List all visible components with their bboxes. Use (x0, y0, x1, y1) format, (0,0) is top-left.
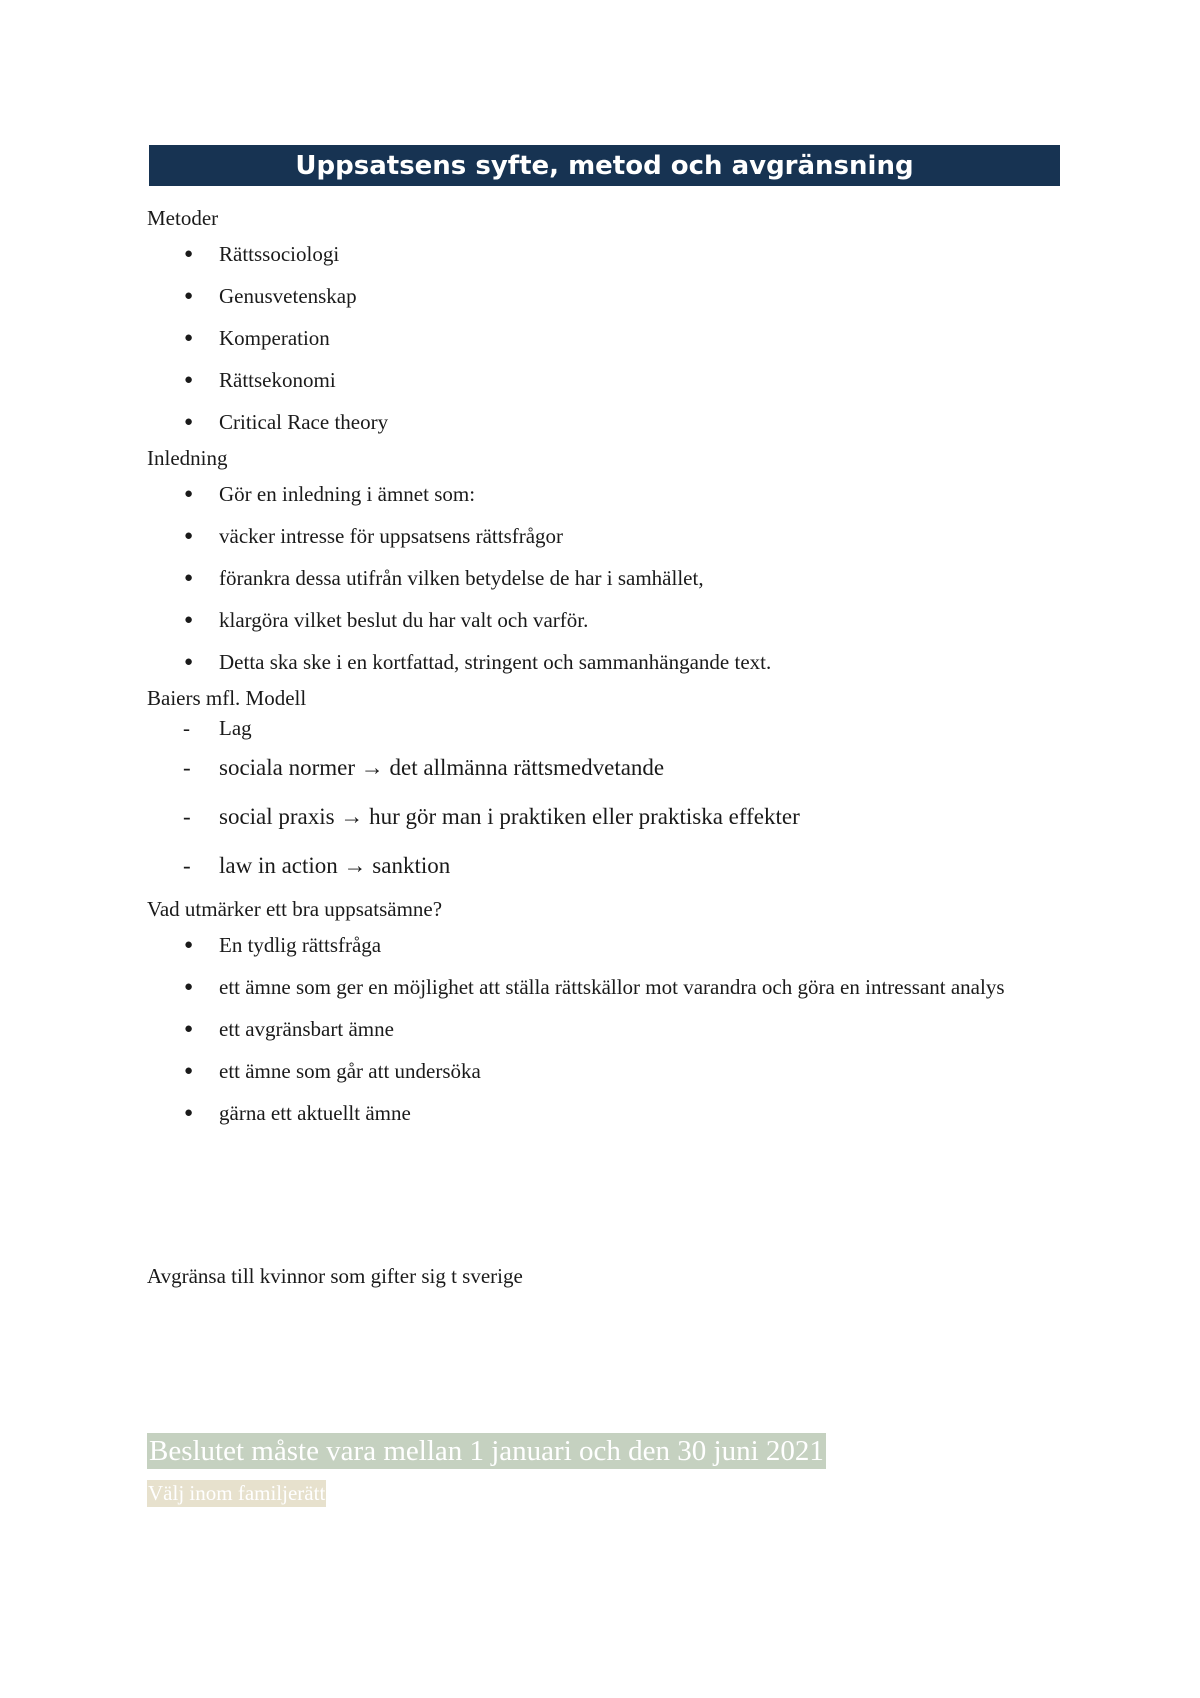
bullet-icon: ● (184, 486, 194, 502)
section-heading-amne: Vad utmärker ett bra uppsatsämne? (147, 897, 443, 921)
list-item: - law in action → sanktion (147, 841, 1077, 890)
list-item: - sociala normer → det allmänna rättsmedvetande (147, 743, 1077, 792)
list-item: ● Critical Race theory (147, 401, 1077, 443)
bullet-icon: ● (184, 570, 194, 586)
bullet-icon: ● (184, 246, 194, 262)
list-item: ● Rättsekonomi (147, 359, 1077, 401)
dash-icon: - (183, 716, 190, 740)
inledning-list (147, 473, 1077, 683)
list-item: ● ett ämne som ger en möjlighet att ställa rättskällor mot varandra och göra en intressant analys (147, 966, 1077, 1008)
bullet-icon: ● (184, 979, 194, 995)
list-item: ● Genusvetenskap (147, 275, 1077, 317)
bullet-icon: ● (184, 1063, 194, 1079)
list-item: ● Rättssociologi (147, 233, 1077, 275)
bullet-icon: ● (184, 414, 194, 430)
bullet-icon: ● (184, 288, 194, 304)
list-item: ● ett ämne som går att undersöka (147, 1050, 1077, 1092)
list-item: ● Komperation (147, 317, 1077, 359)
bullet-icon: ● (184, 330, 194, 346)
list-item: ● Gör en inledning i ämnet som: (147, 473, 1077, 515)
list-item: ● förankra dessa utifrån vilken betydelse de har i samhället, (147, 557, 1077, 599)
list-item: ● Detta ska ske i en kortfattad, stringent och sammanhängande text. (147, 641, 1077, 683)
dash-icon: - (183, 853, 191, 878)
metoder-list (147, 233, 1077, 443)
list-item: ● väcker intresse för uppsatsens rättsfrågor (147, 515, 1077, 557)
bullet-icon: ● (184, 612, 194, 628)
list-item: ● gärna ett aktuellt ämne (147, 1092, 1077, 1134)
bullet-icon: ● (184, 937, 194, 953)
bullet-icon: ● (184, 372, 194, 388)
highlighted-text-deadline: Beslutet måste vara mellan 1 januari och den 30 juni 2021 (149, 1435, 824, 1467)
avgransa-paragraph: Avgränsa till kvinnor som gifter sig t sverige (147, 1264, 523, 1288)
bullet-icon: ● (184, 1021, 194, 1037)
highlighted-text-familjeratt: Välj inom familjerätt (148, 1481, 326, 1505)
dash-icon: - (183, 804, 191, 829)
list-item: ● klargöra vilket beslut du har valt och varför. (147, 599, 1077, 641)
section-heading-inledning: Inledning (147, 446, 228, 470)
list-item: ● En tydlig rättsfråga (147, 924, 1077, 966)
page-title-text: Uppsatsens syfte, metod och avgränsning (295, 150, 914, 181)
baiers-list (147, 713, 1077, 890)
section-heading-baiers: Baiers mfl. Modell (147, 686, 307, 710)
list-item: ● ett avgränsbart ämne (147, 1008, 1077, 1050)
document-body (147, 203, 1077, 1134)
dash-icon: - (183, 755, 191, 780)
section-heading-metoder: Metoder (147, 206, 219, 230)
page-title (149, 145, 1060, 186)
list-item: - social praxis → hur gör man i praktiken eller praktiska effekter (147, 792, 1077, 841)
bullet-icon: ● (184, 1105, 194, 1121)
bullet-icon: ● (184, 654, 194, 670)
amne-list (147, 924, 1077, 1134)
bullet-icon: ● (184, 528, 194, 544)
list-item: - Lag (147, 713, 1077, 743)
